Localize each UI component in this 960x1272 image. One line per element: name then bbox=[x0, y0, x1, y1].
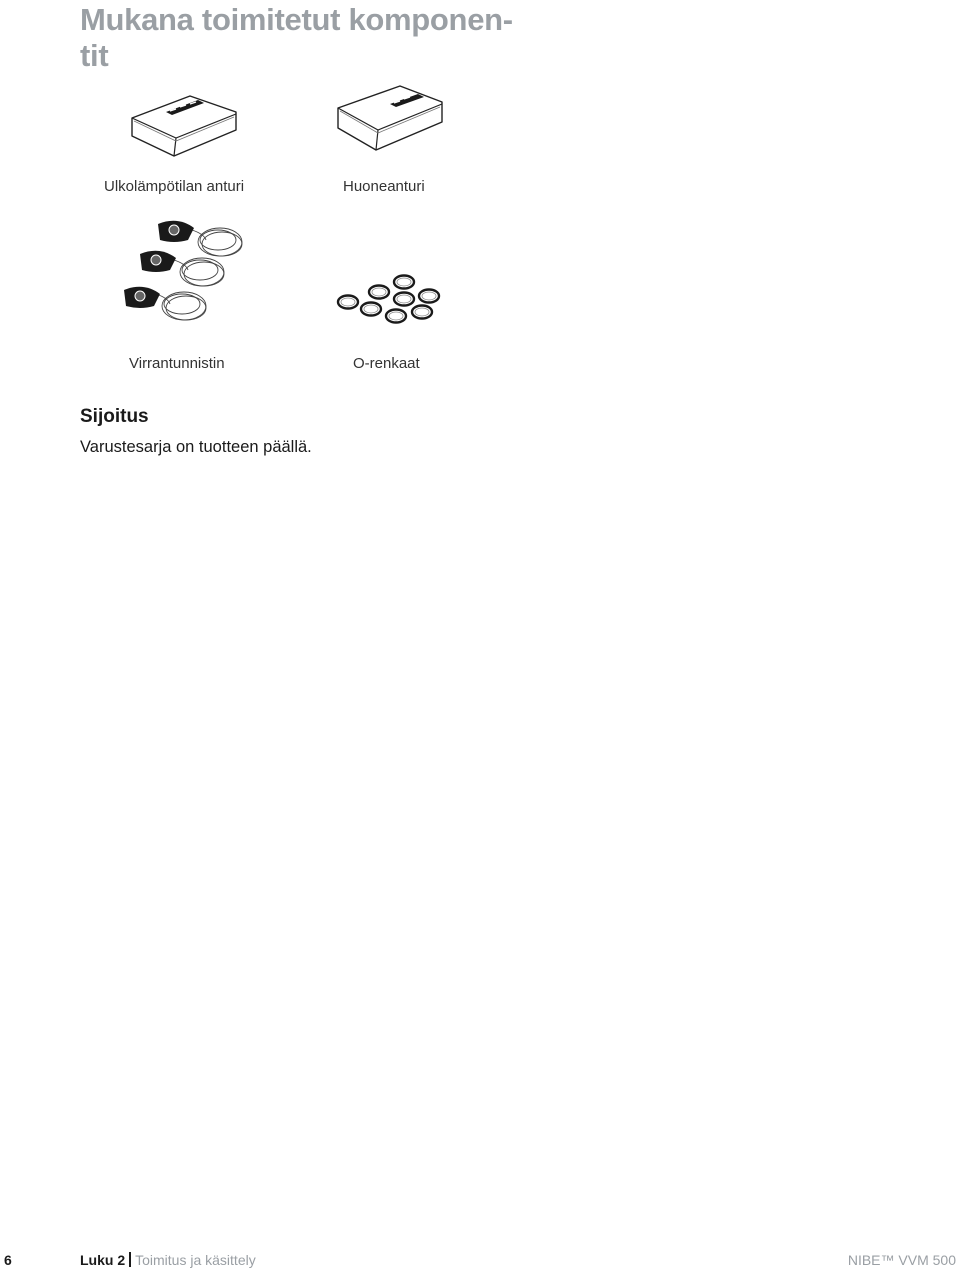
room-sensor-icon bbox=[330, 76, 450, 158]
page-title bbox=[80, 2, 560, 74]
component-caption-current-sensor: Virrantunnistin bbox=[129, 355, 225, 372]
current-sensor-icon bbox=[120, 210, 250, 338]
footer-chapter-title: Toimitus ja käsittely bbox=[135, 1252, 256, 1268]
outdoor-sensor-icon bbox=[124, 86, 244, 164]
footer-chapter bbox=[80, 1252, 256, 1268]
component-caption-o-rings: O-renkaat bbox=[353, 355, 420, 372]
o-ring-icon bbox=[334, 272, 444, 328]
page-number: 6 bbox=[4, 1252, 12, 1268]
footer-chapter-label: Luku 2 bbox=[80, 1252, 126, 1268]
footer-product: NIBE™ VVM 500 bbox=[847, 1252, 956, 1268]
page-footer bbox=[0, 1252, 960, 1272]
section-text: Varustesarja on tuotteen päällä. bbox=[80, 438, 312, 456]
footer-separator bbox=[129, 1252, 131, 1267]
page-title-line-2: tit bbox=[80, 38, 109, 73]
component-caption-outdoor-sensor: Ulkolämpötilan anturi bbox=[104, 178, 245, 195]
section-heading: Sijoitus bbox=[80, 406, 149, 427]
page-title-line-1: Mukana toimitetut komponen- bbox=[80, 2, 513, 37]
component-caption-room-sensor: Huoneanturi bbox=[343, 178, 425, 195]
